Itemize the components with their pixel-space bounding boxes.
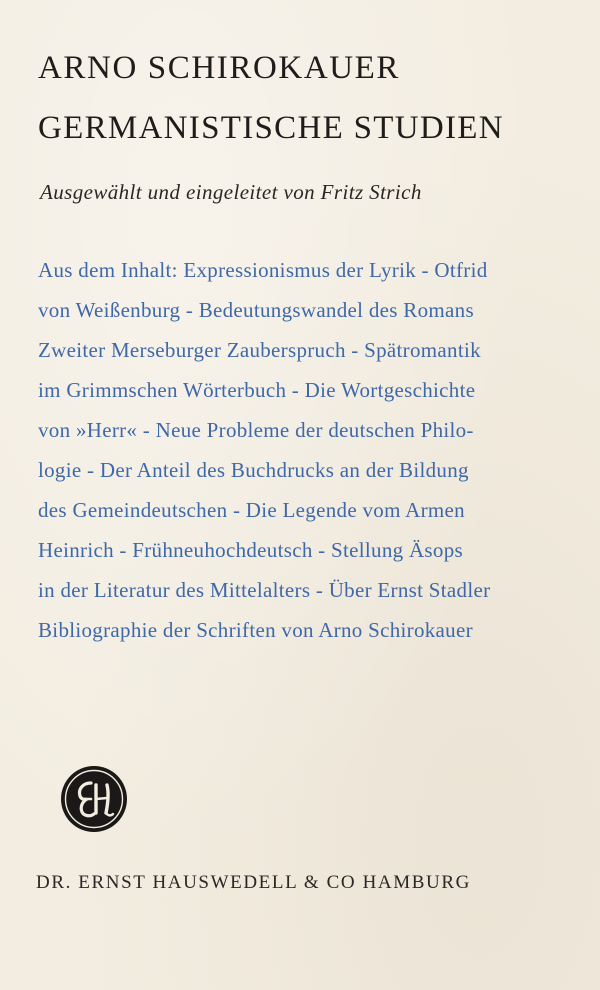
contents-list (38, 255, 490, 655)
contents-line: des Gemeindeutschen - Die Legende vom Armen (38, 498, 465, 522)
contents-line: von »Herr« - Neue Probleme der deutschen Philo- (38, 418, 474, 442)
contents-line: Zweiter Merseburger Zauberspruch - Spätromantik (38, 338, 481, 362)
contents-line: logie - Der Anteil des Buchdrucks an der Bildung (38, 458, 469, 482)
book-title: GERMANISTISCHE STUDIEN (38, 110, 504, 146)
contents-line: Bibliographie der Schriften von Arno Schirokauer (38, 618, 473, 642)
contents-line: Heinrich - Frühneuhochdeutsch - Stellung Äsops (38, 538, 463, 562)
contents-line: in der Literatur des Mittelalters - Über Ernst Stadler (38, 578, 491, 602)
publisher-imprint: DR. ERNST HAUSWEDELL & CO HAMBURG (36, 872, 471, 893)
subtitle: Ausgewählt und eingeleitet von Fritz Strich (40, 180, 422, 204)
monogram-emblem-icon (60, 765, 128, 833)
publisher-logo (60, 765, 128, 833)
contents-line: im Grimmschen Wörterbuch - Die Wortgeschichte (38, 378, 476, 402)
contents-line: von Weißenburg - Bedeutungswandel des Romans (38, 298, 474, 322)
contents-line: Aus dem Inhalt: Expressionismus der Lyrik - Otfrid (38, 258, 488, 282)
author-name: ARNO SCHIROKAUER (38, 50, 401, 86)
